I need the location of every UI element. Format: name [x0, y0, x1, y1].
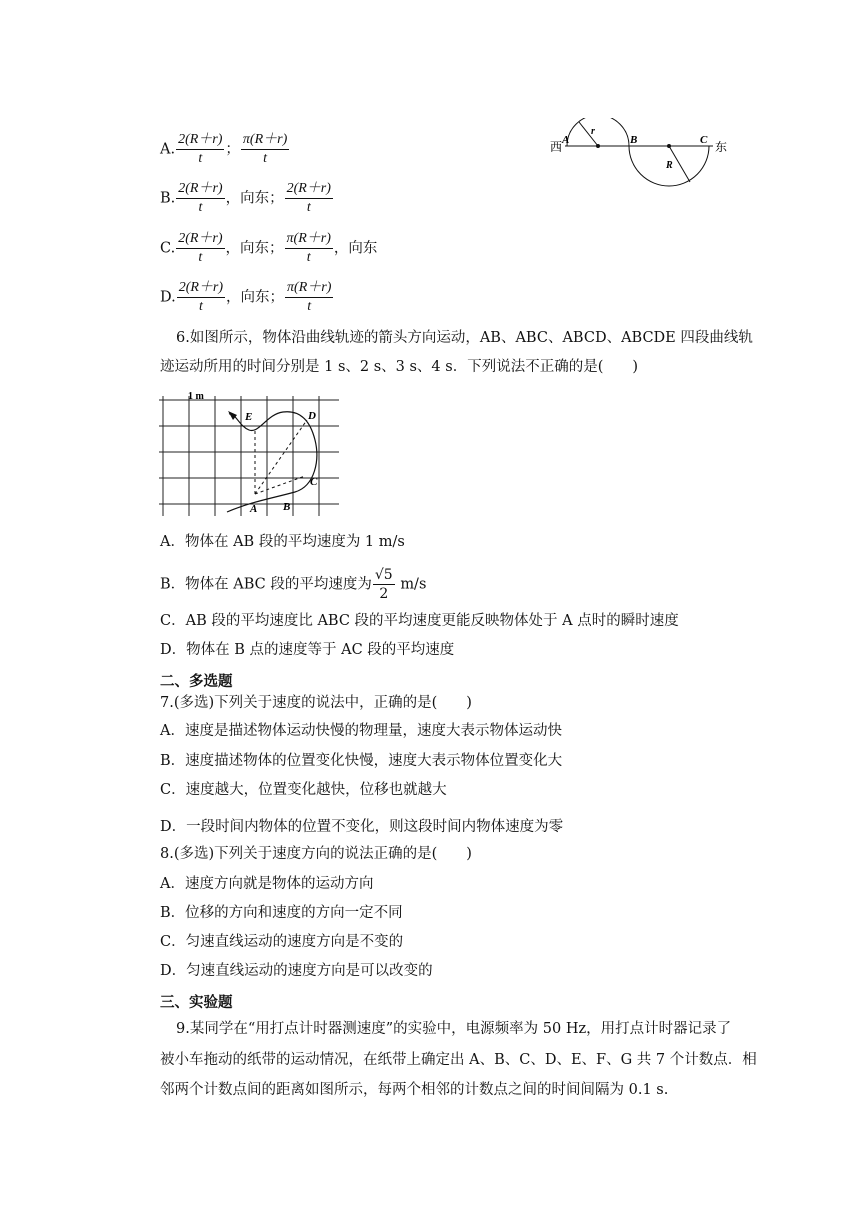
q6-stem-line1: 6.如图所示，物体沿曲线轨迹的箭头方向运动，AB、ABC、ABCD、ABCDE 四段曲线轨 — [176, 330, 753, 346]
option-letter: A. — [160, 141, 176, 158]
q5-option-b — [160, 180, 334, 217]
fraction: $\frac{2(R+r)}{t}$ — [178, 231, 223, 265]
point-d-label: D — [308, 410, 316, 422]
option-letter: B. — [160, 190, 176, 207]
q8-option-c: C．匀速直线运动的速度方向是不变的 — [160, 934, 404, 950]
fraction: $\frac{\pi(R+r)}{t}$ — [286, 231, 331, 265]
radius-r-label: r — [591, 126, 595, 137]
radius-R-label: R — [666, 160, 673, 171]
point-c-label: C — [310, 476, 318, 488]
separator: ，向东； — [225, 190, 284, 207]
q7-stem: 7.(多选)下列关于速度的说法中，正确的是( ) — [160, 695, 472, 711]
separator: ，向东； — [225, 240, 284, 257]
displacement-lines — [255, 420, 307, 494]
q7-option-c: C．速度越大，位置变化越快，位移也就越大 — [160, 782, 447, 798]
q5-semicircle-diagram — [545, 118, 730, 188]
fraction: $\frac{2(R+r)}{t}$ — [178, 132, 223, 166]
q7-option-b: B．速度描述物体的位置变化快慢，速度大表示物体位置变化大 — [160, 753, 563, 769]
q6-grid-trajectory-diagram — [155, 390, 345, 520]
q9-line2: 被小车拖动的纸带的运动情况，在纸带上确定出 A、B、C、D、E、F、G 共 7 个计数点．相 — [160, 1052, 757, 1068]
west-label: 西 — [550, 140, 563, 154]
trajectory-arrow — [228, 411, 237, 420]
separator: ，向东； — [226, 289, 285, 306]
q8-option-d: D．匀速直线运动的速度方向是可以改变的 — [160, 963, 433, 979]
trajectory-curve — [227, 412, 317, 512]
q7-option-d: D．一段时间内物体的位置不变化，则这段时间内物体速度为零 — [160, 819, 564, 835]
point-b-label: B — [283, 501, 291, 513]
q6-stem-line2: 迹运动所用的时间分别是 1 s、2 s、3 s、4 s．下列说法不正确的是( ) — [160, 359, 639, 375]
small-center-dot — [596, 144, 600, 148]
scale-label: 1 m — [188, 391, 204, 402]
point-c-label: C — [700, 134, 708, 146]
q6-option-a: A．物体在 AB 段的平均速度为 1 m/s — [160, 534, 405, 550]
east-label: 东 — [715, 140, 728, 154]
section-heading-experiment: 三、实验题 — [160, 995, 233, 1011]
fraction: $\frac{2(R+r)}{t}$ — [178, 181, 223, 215]
large-center-dot — [667, 144, 671, 148]
radius-r-line — [579, 122, 598, 146]
q9-line1: 9.某同学在“用打点计时器测速度”的实验中，电源频率为 50 Hz，用打点计时器记录了 — [176, 1021, 732, 1037]
option-letter: D. — [160, 289, 176, 306]
point-a-label: A — [562, 134, 570, 146]
q6-option-c: C．AB 段的平均速度比 ABC 段的平均速度更能反映物体处于 A 点时的瞬时速度 — [160, 613, 679, 629]
fraction: $\frac{2(R+r)}{t}$ — [286, 181, 331, 215]
point-b-label: B — [630, 134, 638, 146]
point-a-label: A — [250, 503, 258, 515]
option-letter: C. — [160, 240, 176, 257]
fraction: $\frac{√5}{2}$ — [374, 567, 393, 602]
q6-option-d: D．物体在 B 点的速度等于 AC 段的平均速度 — [160, 642, 455, 658]
separator: ； — [225, 141, 240, 158]
small-semicircle — [567, 118, 629, 146]
fraction: $\frac{2(R+r)}{t}$ — [178, 280, 224, 314]
q8-option-a: A．速度方向就是物体的运动方向 — [160, 876, 374, 892]
q6-option-b: B．物体在 ABC 段的平均速度为 $\frac{√5}{2}$ m/s — [160, 567, 427, 602]
point-e-label: E — [245, 411, 253, 423]
section-heading-multiple-choice: 二、多选题 — [160, 674, 233, 690]
q9-line3: 邻两个计数点间的距离如图所示，每两个相邻的计数点之间的时间间隔为 0.1 s. — [160, 1082, 669, 1098]
q5-option-d — [160, 279, 334, 316]
q5-option-a — [160, 131, 290, 168]
q7-option-a: A．速度是描述物体运动快慢的物理量，速度大表示物体运动快 — [160, 723, 562, 739]
q8-option-b: B．位移的方向和速度的方向一定不同 — [160, 905, 403, 921]
fraction: $\frac{\pi(R+r)}{t}$ — [287, 280, 332, 314]
q8-stem: 8.(多选)下列关于速度方向的说法正确的是( ) — [160, 846, 472, 862]
fraction: $\frac{\pi(R+r)}{t}$ — [242, 132, 288, 166]
q5-option-c: C. $\frac{2(R+r)}{t}$ ，向东； $\frac{\pi(R+r)}{t}$ ，向东 — [160, 231, 378, 265]
